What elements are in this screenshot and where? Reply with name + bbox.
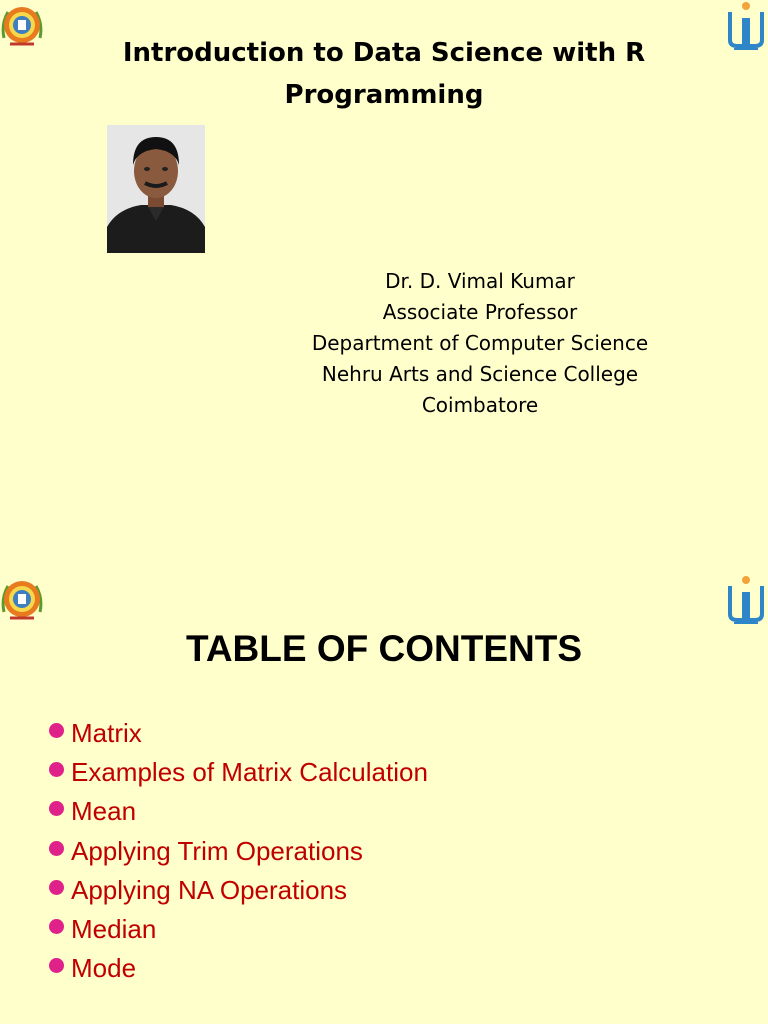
bullet-icon (49, 841, 64, 856)
toc-item-median (48, 910, 428, 949)
author-photo (107, 125, 205, 253)
author-details (220, 266, 740, 421)
bullet-icon (49, 723, 64, 738)
author-designation: Associate Professor (382, 300, 578, 324)
toc-item-mode (48, 949, 428, 988)
toc-item-label: Applying NA Operations (71, 874, 348, 905)
toc-item-label: Matrix (71, 718, 142, 748)
toc-item-label: Applying Trim Operations (71, 835, 363, 866)
toc-item-mean (48, 792, 428, 831)
toc-item-trim (48, 832, 428, 871)
author-department: Department of Computer Science (311, 331, 649, 355)
author-city: Coimbatore (421, 393, 539, 417)
college-emblem-icon (0, 574, 44, 626)
bullet-icon (49, 801, 64, 816)
toc-title: TABLE OF CONTENTS (185, 628, 582, 669)
author-college: Nehru Arts and Science College (321, 362, 639, 386)
title-line-1: Introduction to Data Science with R (122, 38, 646, 68)
toc-item-matrix-examples (48, 753, 428, 792)
presentation-title (0, 32, 768, 116)
bullet-icon (49, 762, 64, 777)
toc-item-label: Examples of Matrix Calculation (71, 757, 428, 788)
toc-item-na (48, 871, 428, 910)
toc-item-matrix (48, 714, 428, 753)
bullet-icon (49, 919, 64, 934)
toc-list (48, 714, 428, 988)
toc-item-label: Mode (71, 953, 137, 984)
toc-item-label: Mean (71, 796, 137, 827)
bullet-icon (49, 880, 64, 895)
author-name: Dr. D. Vimal Kumar (385, 269, 575, 293)
toc-item-label: Median (71, 914, 157, 945)
title-line-2: Programming (284, 80, 484, 110)
table-of-contents-slide (0, 512, 768, 1024)
bullet-icon (49, 958, 64, 973)
nehru-group-logo-icon (724, 574, 768, 626)
